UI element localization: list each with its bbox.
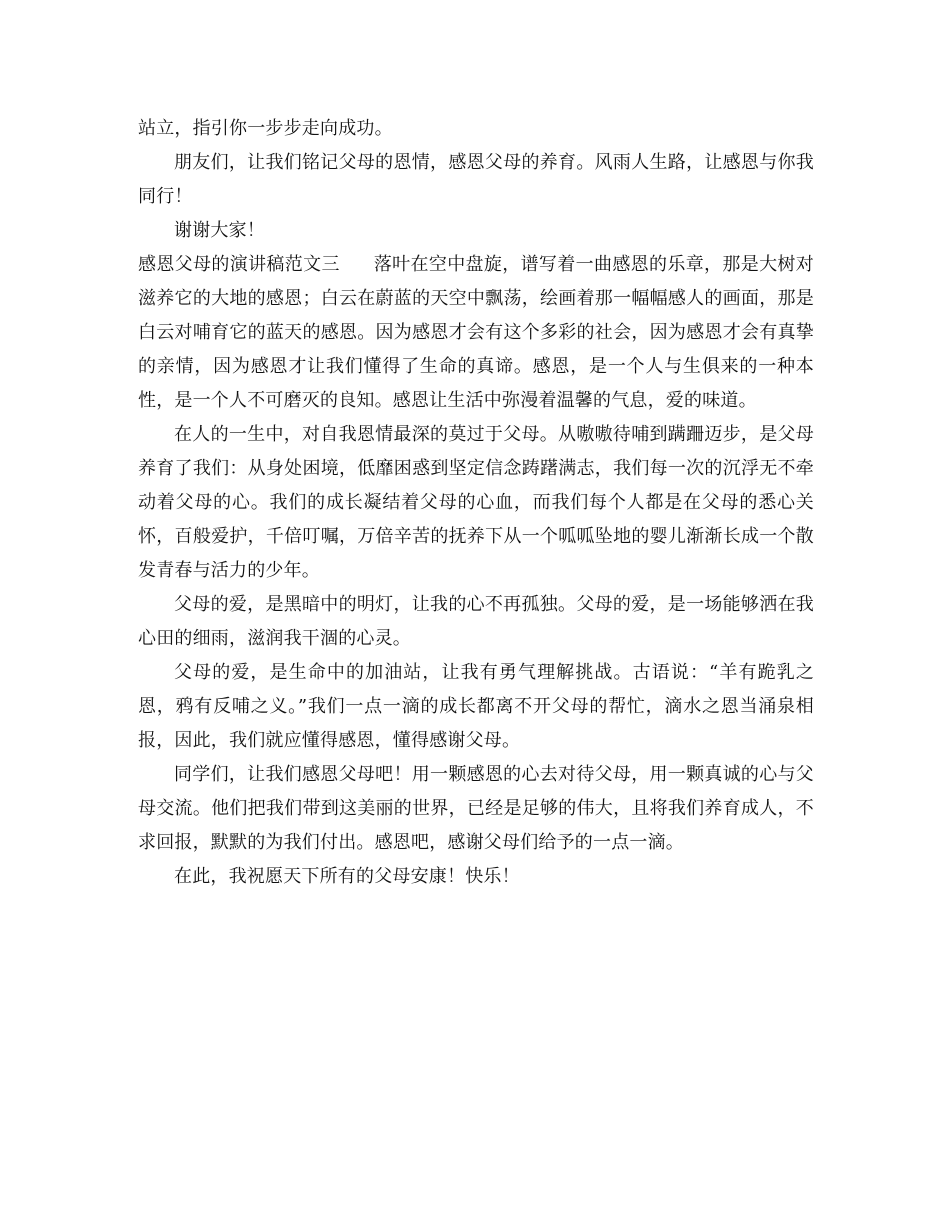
paragraph-parents-love-light: 父母的爱，是黑暗中的明灯，让我的心不再孤独。父母的爱，是一场能够洒在我心田的细雨，滋润我干涸的心灵。 bbox=[138, 594, 814, 649]
section-three-lead-paragraph bbox=[138, 248, 814, 418]
paragraph-parents-upbringing: 在人的一生中，对自我恩情最深的莫过于父母。从嗷嗷待哺到蹒跚迈步，是父母养育了我们：从身处困境，低靡困惑到坚定信念踌躇满志，我们每一次的沉浮无不牵动着父母的心。我们的成长凝结着父母的心血，而我们每个人都是在父母的悉心关怀，百般爱护，千倍叮嘱，万倍辛苦的抚养下从一个呱呱坠地的婴儿渐渐长成一个散发青春与活力的少年。 bbox=[138, 424, 814, 581]
document-body bbox=[138, 112, 814, 894]
paragraph-closing-appeal: 朋友们，让我们铭记父母的恩情，感恩父母的养育。风雨人生路，让感恩与你我同行！ bbox=[138, 152, 814, 207]
paragraph-parents-love-station: 父母的爱，是生命中的加油站，让我有勇气理解挑战。古语说：“羊有跪乳之恩，鸦有反哺之义。”我们一点一滴的成长都离不开父母的帮忙，滴水之恩当涌泉相报，因此，我们就应懂得感恩，懂得感谢父母。 bbox=[138, 662, 814, 751]
paragraph-final-wishes: 在此，我祝愿天下所有的父母安康！快乐！ bbox=[174, 866, 520, 887]
paragraph-call-to-gratitude: 同学们，让我们感恩父母吧！用一颗感恩的心去对待父母，用一颗真诚的心与父母交流。他们把我们带到这美丽的世界，已经是足够的伟大，且将我们养育成人，不求回报，默默的为我们付出。感恩吧，感谢父母们给予的一点一滴。 bbox=[138, 764, 814, 853]
section-title: 感恩父母的演讲稿范文三 bbox=[138, 254, 340, 275]
section-lead-text: 落叶在空中盘旋，谱写着一曲感恩的乐章，那是大树对滋养它的大地的感恩；白云在蔚蓝的天空中飘荡，绘画着那一幅幅感人的画面，那是白云对哺育它的蓝天的感恩。因为感恩才会有这个多彩的社会，因为感恩才会有真挚的亲情，因为感恩才让我们懂得了生命的真谛。感恩，是一个人与生俱来的一种本性，是一个人不可磨灭的良知。感恩让生活中弥漫着温馨的气息，爱的味道。 bbox=[138, 254, 814, 411]
paragraph-continuation: 站立，指引你一步步走向成功。 bbox=[138, 118, 393, 139]
paragraph-thanks: 谢谢大家！ bbox=[174, 220, 265, 241]
